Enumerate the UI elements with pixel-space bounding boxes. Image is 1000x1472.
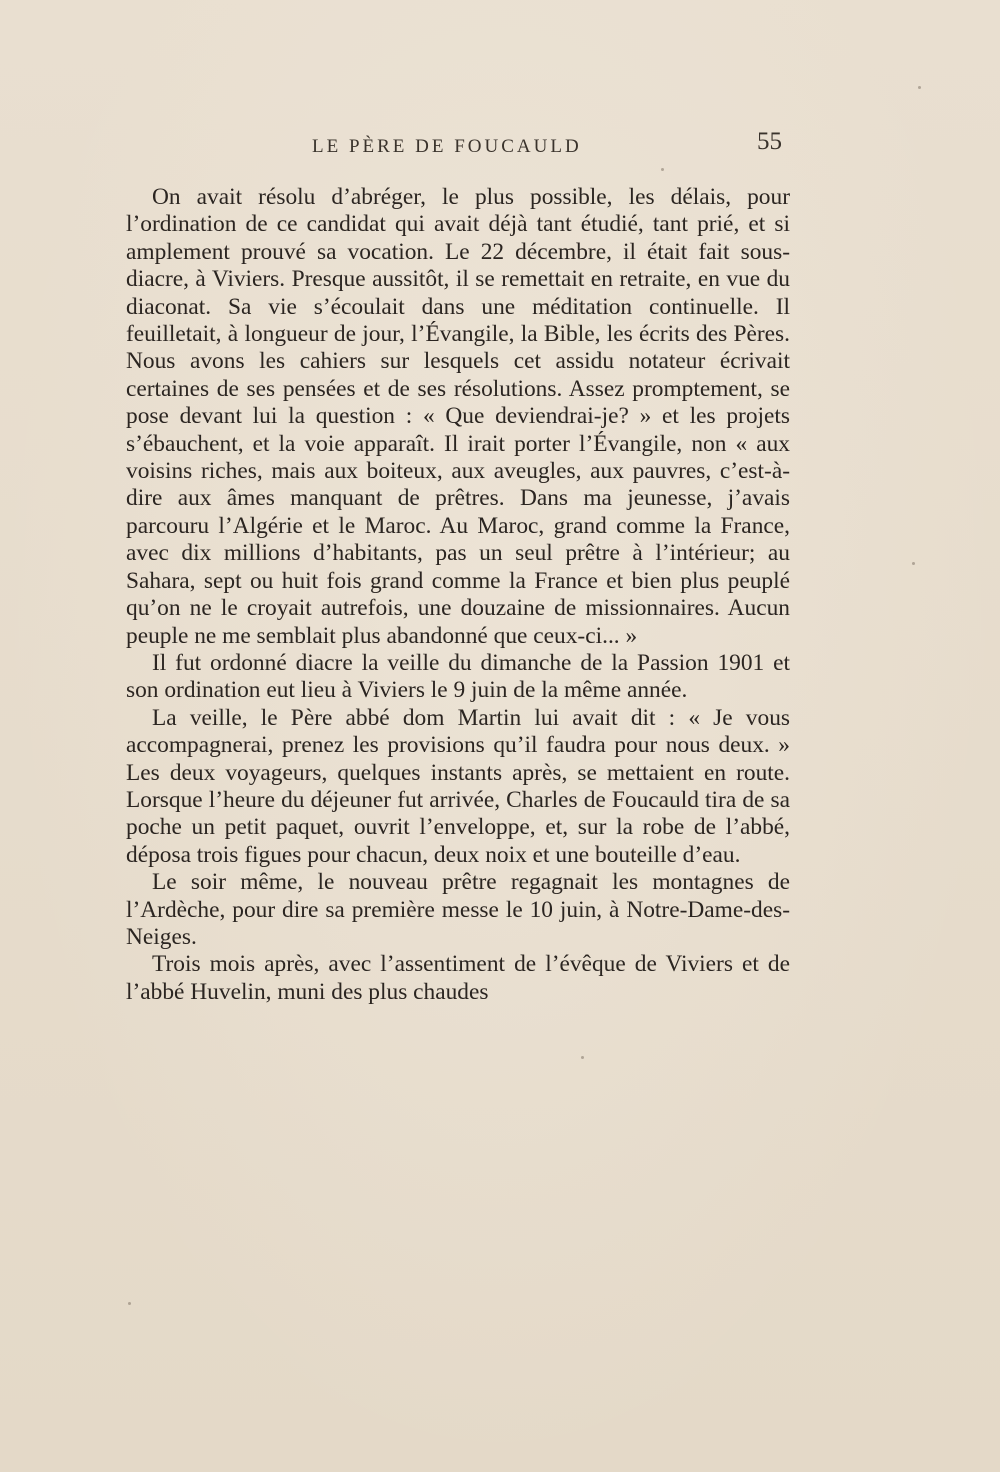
- paper-speck: [581, 1056, 584, 1059]
- body-text: [126, 184, 790, 1006]
- paper-speck: [918, 86, 921, 89]
- paragraph: La veille, le Père abbé dom Martin lui avait dit : « Je vous accompagnerai, prenez les provisions qu’il faudra pour nous deux. » Les deux voyageurs, quelques instants après, se mettaient en route. Lorsque l’heure du déjeuner fut arrivée, Charles de Foucauld tira de sa poche un petit paquet, ouvrit l’enveloppe, et, sur la robe de l’abbé, déposa trois figues pour chacun, deux noix et une bouteille d’eau.: [126, 704, 790, 868]
- paragraph: Il fut ordonné diacre la veille du dimanche de la Passion 1901 et son ordination eut lieu à Viviers le 9 juin de la même année.: [126, 649, 790, 704]
- page-header: [0, 128, 1000, 168]
- paragraph: Le soir même, le nouveau prêtre regagnait les montagnes de l’Ardèche, pour dire sa première messe le 10 juin, à Notre-Dame-des-Neiges.: [126, 869, 790, 950]
- paragraph: Trois mois après, avec l’assentiment de l’évêque de Viviers et de l’abbé Huvelin, muni des plus chaudes: [126, 951, 790, 1005]
- paper-speck: [128, 1302, 131, 1305]
- page-number: 55: [757, 128, 782, 155]
- paragraph: On avait résolu d’abréger, le plus possible, les délais, pour l’ordination de ce candidat qui avait déjà tant étudié, tant prié, et si amplement prouvé sa vocation. Le 22 décembre, il était fait sous-diacre, à Viviers. Presque aussitôt, il se remettait en retraite, en vue du diaconat. Sa vie s’écoulait dans une méditation continuelle. Il feuilletait, à longueur de jour, l’Évangile, la Bible, les écrits des Pères. Nous avons les cahiers sur lesquels cet assidu notateur écrivait certaines de ses pensées et de ses résolutions. Assez promptement, se pose devant lui la question : « Que deviendrai-je? » et les projets s’ébauchent, et la voie apparaît. Il irait porter l’Évangile, non « aux voisins riches, mais aux boiteux, aux aveugles, aux pauvres, c’est-à-dire aux âmes manquant de prêtres. Dans ma jeunesse, j’avais parcouru l’Algérie et le Maroc. Au Maroc, grand comme la France, avec dix millions d’habitants, pas un seul prêtre à l’intérieur; au Sahara, sept ou huit fois grand comme la France et bien plus peuplé qu’on ne le croyait autrefois, une douzaine de missionnaires. Aucun peuple ne me semblait plus abandonné que ceux-ci... »: [126, 184, 790, 649]
- running-title: LE PÈRE DE FOUCAULD: [312, 136, 582, 157]
- paper-speck: [661, 168, 664, 171]
- paper-speck: [912, 562, 915, 565]
